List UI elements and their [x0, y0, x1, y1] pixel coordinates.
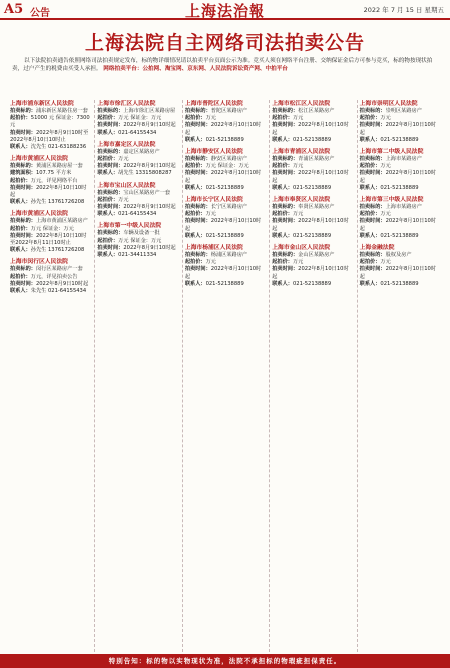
page-number: A5	[4, 2, 24, 17]
notice-line	[97, 245, 177, 252]
notice-line-label: 拍卖时间：	[10, 184, 36, 191]
notice-line-value: 021-52138889	[205, 184, 244, 191]
notice-line	[272, 170, 352, 184]
court-name: 上海市崇明区人民法院	[359, 101, 418, 107]
notice-line-label: 拍卖标的：	[184, 204, 211, 211]
auction-notice	[10, 100, 90, 151]
notice-line-value: 021-52138889	[292, 184, 332, 191]
notice-line-label: 拍卖标的：	[10, 218, 36, 225]
notice-line	[360, 266, 440, 280]
notice-line-value: 股权及房产	[385, 252, 412, 259]
notice-line-value: 青浦区某路房产	[298, 156, 335, 163]
notice-line	[97, 230, 177, 237]
auction-notice	[97, 182, 177, 219]
notice-line-label: 联系人：	[97, 211, 119, 218]
notice-line-value: 普陀区某路房产	[210, 108, 248, 114]
notice-line	[10, 274, 90, 281]
court-name: 上海市普陀区人民法院	[184, 101, 243, 107]
notice-line	[10, 144, 90, 151]
court-name: 上海金融法院	[359, 245, 395, 252]
notice-line-label: 联系人：	[97, 170, 119, 177]
notice-line-label: 拍卖标的：	[10, 163, 36, 170]
notice-line-value: 2022年8月10日10时起	[272, 122, 349, 136]
notice-line-label: 联系人：	[10, 288, 31, 295]
notice-line-value: 沈先生 021-63188236	[30, 144, 87, 151]
court-name: 上海市静安区人民法院	[184, 149, 243, 156]
notice-line-value: 万元	[205, 259, 216, 266]
notice-line	[10, 233, 90, 247]
notice-line-value: 朱先生 021-64155434	[30, 288, 87, 295]
notice-line	[360, 185, 440, 192]
page-title: 上海法院自主网络司法拍卖公告	[84, 32, 365, 54]
notice-line-value: 孙先生 13761726208	[30, 199, 85, 206]
notice-line-label: 拍卖标的：	[184, 252, 211, 259]
notice-line-label: 拍卖标的：	[359, 156, 386, 163]
notice-line-value: 崇明区某路房产	[385, 108, 422, 114]
notice-line-value: 万元	[118, 156, 129, 163]
notice-line	[97, 238, 177, 245]
notice-line-value: 长宁区某路房产	[210, 204, 248, 211]
notice-line	[185, 122, 265, 136]
notice-line-value: 2022年8月10日10时起	[184, 170, 262, 184]
court-name: 上海市嘉定区人民法院	[97, 141, 156, 148]
notice-line-label: 联系人：	[10, 247, 31, 254]
notice-line-value: 万元	[292, 115, 304, 122]
notice-column	[94, 100, 179, 652]
notice-line-label: 拍卖标的：	[272, 156, 299, 163]
notice-line-value: 021-52138889	[292, 136, 332, 143]
notice-line-value: 021-52138889	[292, 232, 332, 239]
notice-line-value: 宝山区某路房产一套	[123, 189, 171, 196]
notice-line-label: 联系人：	[359, 136, 381, 143]
notice-line-label: 联系人：	[359, 184, 381, 191]
notice-line	[97, 211, 177, 218]
notice-line-label: 拍卖时间：	[272, 170, 299, 177]
auction-notice	[97, 100, 177, 137]
notice-line-label: 拍卖标的：	[97, 148, 124, 155]
auction-notice	[185, 196, 265, 240]
notice-line-label: 起拍价：	[272, 163, 293, 170]
notice-line-label: 建筑面积：	[10, 170, 36, 177]
notice-line-value: 2022年8月10日10时起	[359, 218, 437, 232]
notice-line-label: 拍卖标的：	[359, 252, 386, 259]
notice-line-value: 2022年8月10日10时起	[272, 266, 349, 280]
notice-line-label: 起拍价：	[97, 237, 119, 244]
notice-line-label: 拍卖标的：	[359, 108, 386, 114]
notice-line-value: 万元 保证金：万元	[205, 163, 249, 170]
notice-line-label: 联系人：	[359, 232, 381, 239]
notice-line-value: 万元	[380, 259, 391, 266]
notice-line-value: 万元	[205, 211, 216, 218]
court-name: 上海市长宁区人民法院	[184, 197, 243, 204]
notice-line	[10, 130, 90, 144]
notice-line-label: 起拍价：	[10, 177, 31, 184]
notice-line	[185, 233, 265, 240]
notice-line-label: 起拍价：	[184, 115, 206, 122]
notice-line-label: 拍卖时间：	[272, 266, 299, 273]
notice-line-label: 拍卖标的：	[97, 230, 124, 237]
notice-line-value: 021-52138889	[380, 136, 419, 143]
court-name: 上海市徐汇区人民法院	[97, 101, 156, 107]
court-name: 上海市杨浦区人民法院	[184, 245, 243, 252]
notice-line-label: 起拍价：	[359, 163, 381, 170]
notice-line-value: 2022年8月10日10时起	[272, 170, 349, 184]
notice-line	[10, 281, 90, 288]
auction-notice	[185, 100, 265, 144]
notice-column	[182, 100, 267, 652]
court-name: 上海市黄浦区人民法院	[10, 156, 68, 163]
notice-line-value: 万元，详见网络平台	[30, 177, 78, 184]
notice-line-label: 拍卖时间：	[359, 122, 386, 129]
notice-line	[185, 218, 265, 232]
page-header	[0, 0, 450, 20]
footer-notice: 特别告知：标的物以实物现状为准，法院不承担标的物瑕疵担保责任。	[0, 654, 450, 668]
court-name: 上海市闵行区人民法院	[10, 259, 68, 266]
notice-line	[360, 281, 440, 288]
notice-line-label: 联系人：	[10, 199, 31, 206]
auction-notice	[185, 148, 265, 192]
auction-notice	[360, 244, 440, 288]
court-name: 上海市第二中级人民法院	[359, 149, 424, 156]
notice-line-value: 2022年8月9日10时起	[123, 244, 176, 251]
notice-line-value: 胡先生 13315808287	[118, 170, 172, 177]
notice-line-label: 起拍价：	[97, 196, 119, 203]
notice-line-value: 松江区某路房产	[298, 108, 335, 114]
notice-line-value: 021-34411334	[118, 252, 157, 259]
notice-line-value: 2022年8月10日10时至2022年8月11日10时止	[10, 232, 87, 247]
notice-line-label: 拍卖标的：	[97, 108, 124, 114]
notice-line	[10, 288, 90, 295]
court-name: 上海市浦东新区人民法院	[10, 101, 74, 107]
notice-line	[272, 185, 352, 192]
notice-line-label: 拍卖标的：	[10, 108, 36, 114]
court-name: 上海市奉贤区人民法院	[272, 197, 331, 204]
notice-line-value: 万元	[292, 211, 304, 218]
court-name: 上海市宝山区人民法院	[97, 182, 156, 189]
intro-platforms: 网络拍卖平台：公拍网、淘宝网、京东网、人民法院诉讼资产网、中拍平台	[103, 65, 288, 72]
notice-line-value: 021-52138889	[380, 280, 419, 287]
notice-line-label: 拍卖时间：	[359, 266, 386, 273]
notice-line-label: 拍卖标的：	[10, 266, 36, 273]
notice-line-label: 联系人：	[184, 280, 206, 287]
notice-line-value: 021-52138889	[380, 184, 419, 191]
notice-line-label: 联系人：	[184, 232, 206, 239]
notice-line-value: 万元，详见拍卖公告	[30, 273, 78, 280]
court-name: 上海市青浦区人民法院	[272, 149, 331, 156]
notice-line-value: 021-52138889	[205, 136, 244, 143]
notice-line-label: 起拍价：	[97, 115, 119, 122]
notice-line-label: 拍卖标的：	[272, 204, 299, 211]
notice-line	[185, 170, 265, 184]
notice-line-value: 2022年8月10日10时起	[184, 218, 262, 232]
notice-line-label: 起拍价：	[10, 225, 31, 232]
notice-line-label: 拍卖时间：	[10, 280, 36, 287]
notice-line-label: 拍卖时间：	[10, 129, 36, 136]
intro-paragraph	[12, 58, 438, 73]
notice-line-value: 万元	[292, 259, 304, 266]
notice-line-value: 万元	[205, 115, 216, 122]
notice-line-label: 拍卖时间：	[97, 204, 124, 211]
notice-line	[272, 281, 352, 288]
notice-line-value: 万元 保证金：万元	[118, 115, 162, 122]
notice-line-value: 万元	[292, 163, 304, 170]
notice-line-label: 起拍价：	[359, 115, 381, 122]
notice-line-value: 2022年8月9日10时起	[123, 204, 176, 211]
notice-line-label: 拍卖时间：	[97, 163, 124, 170]
notice-line-value: 2022年8月9日10时至2022年8月10日10时止	[10, 129, 89, 143]
dateline: 2022 年 7 月 15 日 星期五	[363, 6, 444, 14]
notice-line	[360, 137, 440, 144]
notice-line-label: 起拍价：	[10, 115, 31, 122]
notice-line	[272, 266, 352, 280]
notice-line-label: 联系人：	[184, 184, 206, 191]
notice-line-label: 拍卖时间：	[184, 170, 211, 177]
notice-line-label: 起拍价：	[272, 259, 293, 266]
notice-line	[10, 178, 90, 185]
masthead-logo: 上海法治報	[184, 2, 265, 20]
notice-line-value: 2022年8月9日10时起	[35, 280, 89, 287]
notice-line	[185, 185, 265, 192]
notice-line-label: 联系人：	[359, 280, 381, 287]
notice-line	[185, 281, 265, 288]
notice-line-label: 拍卖时间：	[184, 266, 211, 273]
notice-line-label: 联系人：	[272, 232, 293, 239]
notice-line-label: 拍卖时间：	[272, 122, 299, 129]
notice-line	[97, 252, 177, 259]
auction-notice	[272, 196, 352, 240]
notice-line	[10, 115, 90, 129]
notice-column	[269, 100, 354, 652]
notice-line	[10, 218, 90, 225]
auction-notice	[360, 196, 440, 240]
notice-line-label: 拍卖时间：	[97, 244, 124, 251]
notice-line-label: 拍卖时间：	[184, 122, 211, 129]
notice-line-value: 黄浦区某路房屋一套	[35, 163, 83, 170]
notice-line-label: 起拍价：	[97, 156, 119, 163]
notice-line-value: 021-52138889	[292, 280, 332, 287]
notice-line	[10, 247, 90, 254]
notice-line-value: 2022年8月10日10时起	[359, 122, 437, 136]
notice-line-label: 拍卖时间：	[10, 232, 36, 239]
notice-line-label: 联系人：	[272, 136, 293, 143]
auction-notice	[360, 100, 440, 144]
notice-line	[272, 122, 352, 136]
court-name: 上海市第三中级人民法院	[359, 197, 424, 204]
notice-line-value: 上海市某路房产	[385, 156, 422, 163]
notice-line-value: 2022年8月9日10时起	[123, 122, 176, 129]
notice-column	[357, 100, 442, 652]
notice-line	[97, 170, 177, 177]
intro-text: 以下法院拍卖通告依照网络司法拍卖规定发布，标的物详细情况请以拍卖平台页面公示为准。竞买人须在网络平台注册、交纳保证金后方可参与竞买，标的物按现状拍卖，过户产生的税费由买受人承担。	[12, 58, 433, 72]
notice-line-value: 万元 保证金：万元	[118, 237, 162, 244]
notice-line-value: 021-52138889	[205, 280, 244, 287]
notice-line-value: 021-64155434	[118, 211, 157, 218]
notice-column	[8, 100, 92, 652]
notice-line	[97, 130, 177, 137]
notice-line	[360, 170, 440, 184]
notice-line-value: 上海市某路房产	[385, 204, 422, 211]
notice-line	[10, 170, 90, 177]
notice-line-value: 021-64155434	[118, 129, 157, 136]
auction-notice	[272, 244, 352, 288]
notice-line-label: 拍卖标的：	[272, 252, 299, 259]
notice-line-label: 起拍价：	[272, 115, 293, 122]
notice-line-label: 拍卖时间：	[359, 170, 386, 177]
notice-line	[360, 122, 440, 136]
notice-line-label: 起拍价：	[272, 211, 293, 218]
notice-line-label: 联系人：	[272, 184, 293, 191]
notice-line-label: 拍卖标的：	[184, 156, 211, 163]
court-name: 上海市松江区人民法院	[272, 101, 331, 107]
notice-line-label: 联系人：	[10, 144, 31, 151]
notice-line-value: 万元	[118, 196, 129, 203]
notice-line	[10, 266, 90, 273]
notice-line-label: 拍卖标的：	[184, 108, 211, 114]
auction-notice	[272, 100, 352, 144]
auction-notice	[97, 141, 177, 178]
notice-line-label: 联系人：	[97, 129, 119, 136]
auction-notice	[360, 148, 440, 192]
notice-line-value: 上海市徐汇区某路房屋	[123, 108, 176, 114]
notice-line-label: 起拍价：	[10, 273, 31, 280]
auction-notice	[10, 155, 90, 206]
notice-line-label: 联系人：	[184, 136, 206, 143]
notice-line	[185, 137, 265, 144]
notice-line-value: 2022年8月10日10时起	[359, 170, 437, 184]
notice-line-value: 奉贤区某路房产	[298, 204, 335, 211]
notice-line-value: 021-52138889	[205, 232, 244, 239]
notice-line	[272, 137, 352, 144]
notice-line-label: 起拍价：	[184, 211, 206, 218]
notice-line-value: 万元 保证金：万元	[30, 225, 74, 232]
court-name: 上海市金山区人民法院	[272, 245, 331, 252]
notice-line-value: 2022年8月9日10时起	[123, 163, 176, 170]
notice-line	[272, 233, 352, 240]
notice-line	[97, 190, 177, 197]
notice-line-value: 2022年8月10日10时起	[359, 266, 437, 280]
notice-line-value: 51000 元 保证金：7300 元	[10, 115, 90, 129]
notice-line	[185, 266, 265, 280]
notice-line	[10, 199, 90, 206]
notice-line-label: 拍卖时间：	[184, 218, 211, 225]
notice-line-value: 浦东新区某路住房一套	[35, 108, 88, 114]
notice-line-label: 拍卖时间：	[359, 218, 386, 225]
notice-line-value: 金山区某路房产	[298, 252, 335, 259]
notice-line	[97, 122, 177, 129]
notice-line-value: 静安区某路房产	[210, 156, 248, 163]
notice-line-value: 车辆及设备一批	[123, 230, 160, 237]
notice-line-value: 杨浦区某路房产	[210, 252, 248, 259]
notice-line-label: 拍卖时间：	[272, 218, 299, 225]
court-name: 上海市黄浦区人民法院	[10, 211, 68, 218]
auction-notice	[10, 258, 90, 295]
notice-line-value: 2022年8月10日10时起	[10, 184, 87, 199]
notice-line-value: 孙先生 13761726208	[30, 247, 85, 254]
auction-notice	[272, 148, 352, 192]
section-label: 公告	[30, 8, 50, 19]
notice-line-label: 拍卖标的：	[97, 189, 124, 196]
notice-line-label: 联系人：	[272, 280, 293, 287]
notice-line	[360, 233, 440, 240]
notice-line	[360, 218, 440, 232]
notice-line-label: 起拍价：	[184, 259, 206, 266]
notice-line	[97, 149, 177, 156]
notice-line-value: 2022年8月10日10时起	[184, 266, 262, 280]
notice-line-label: 起拍价：	[359, 259, 381, 266]
notice-line	[97, 197, 177, 204]
notice-line-value: 闵行区某路房产一套	[35, 266, 83, 273]
notice-line-value: 021-52138889	[380, 232, 419, 239]
notice-line	[10, 185, 90, 199]
notice-line-value: 2022年8月10日10时起	[184, 122, 262, 136]
notice-line-value: 嘉定区某路房产	[123, 148, 160, 155]
notice-line-label: 拍卖标的：	[359, 204, 386, 211]
auction-notice	[185, 244, 265, 288]
auction-columns	[8, 100, 442, 652]
notice-line-value: 万元	[380, 163, 391, 170]
notice-line-value: 万元	[380, 115, 391, 122]
notice-line	[10, 226, 90, 233]
notice-line-label: 拍卖时间：	[97, 122, 124, 129]
auction-notice	[97, 222, 177, 259]
auction-notice	[10, 210, 90, 254]
notice-line-label: 拍卖标的：	[272, 108, 299, 114]
notice-line-label: 起拍价：	[184, 163, 206, 170]
notice-line-label: 起拍价：	[359, 211, 381, 218]
court-name: 上海市第一中级人民法院	[97, 223, 162, 230]
notice-line-label: 联系人：	[97, 252, 119, 259]
notice-line-value: 107.75 平方米	[35, 170, 72, 177]
notice-line-value: 上海市黄浦区某路房产	[35, 218, 88, 225]
notice-line-value: 万元	[380, 211, 391, 218]
notice-line	[272, 218, 352, 232]
notice-line-value: 2022年8月10日10时起	[272, 218, 349, 232]
